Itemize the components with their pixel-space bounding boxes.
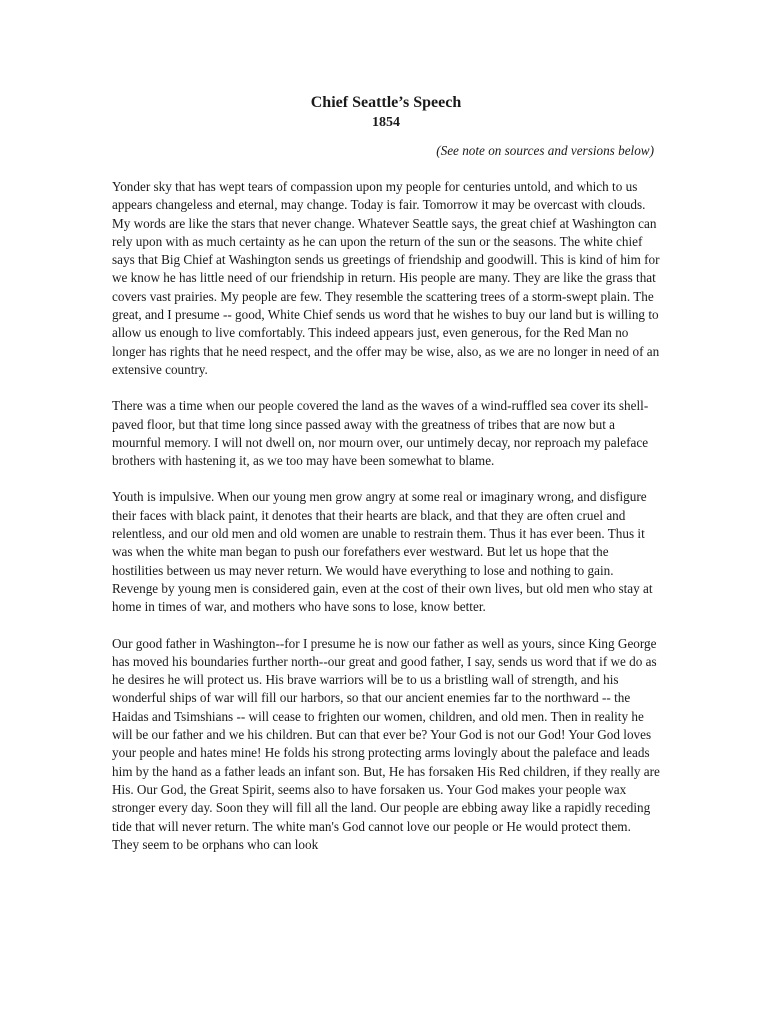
sources-note: (See note on sources and versions below) [436, 143, 654, 158]
document-year: 1854 [372, 115, 400, 130]
paragraph-1: Yonder sky that has wept tears of compassion upon my people for centuries untold, and which to us appears changeless and eternal, may change. Today is fair. Tomorrow it may be overcast with clouds. My words are like the stars that never change. Whatever Seattle says, the great chief at Washington can rely upon with as much certainty as he can upon the return of the sun or the seasons. The white chief says that Big Chief at Washington sends us greetings of friendship and goodwill. This is kind of him for we know he has little need of our friendship in return. His people are many. They are like the grass that covers vast prairies. My people are few. They resemble the scattering trees of a storm-swept plain. The great, and I presume -- good, White Chief sends us word that he wishes to buy our land but is willing to allow us enough to live comfortably. This indeed appears just, even generous, for the Red Man no longer has rights that he need respect, and the offer may be wise, also, as we are no longer in need of an extensive country. [112, 179, 660, 377]
document-title: Chief Seattle’s Speech [310, 94, 462, 111]
document-page [112, 92, 660, 872]
paragraph-4: Our good father in Washington--for I presume he is now our father as well as yours, since King George has moved his boundaries further north--our great and good father, I say, sends us word that if we do as he desires he will protect us. His brave warriors will be to us a bristling wall of strength, and his wonderful ships of war will fill our harbors, so that our ancient enemies far to the northward -- the Haidas and Tsimshians -- will cease to frighten our women, children, and old men. Then in reality he will be our father and we his children. But can that ever be? Your God is not our God! Your God loves your people and hates mine! He folds his strong protecting arms lovingly about the paleface and leads him by the hand as a father leads an infant son. But, He has forsaken His Red children, if they really are His. Our God, the Great Spirit, seems also to have forsaken us. Your God makes your people wax stronger every day. Soon they will fill all the land. Our people are ebbing away like a rapidly receding tide that will never return. The white man's God cannot love our people or He would protect them. They seem to be orphans who can look [112, 635, 660, 852]
paragraph-2: There was a time when our people covered the land as the waves of a wind-ruffled sea cover its shell-paved floor, but that time long since passed away with the greatness of tribes that are now but a mournful memory. I will not dwell on, nor mourn over, our untimely decay, nor reproach my paleface brothers with hastening it, as we too may have been somewhat to blame. [112, 398, 649, 469]
paragraph-3: Youth is impulsive. When our young men grow angry at some real or imaginary wrong, and disfigure their faces with black paint, it denotes that their hearts are black, and that they are often cruel and relentless, and our old men and old women are unable to restrain them. Thus it has ever been. Thus it was when the white man began to push our forefathers ever westward. But let us hope that the hostilities between us may never return. We would have everything to lose and nothing to gain. Revenge by young men is considered gain, even at the cost of their own lives, but old men who stay at home in times of war, and mothers who have sons to lose, know better. [112, 489, 653, 615]
